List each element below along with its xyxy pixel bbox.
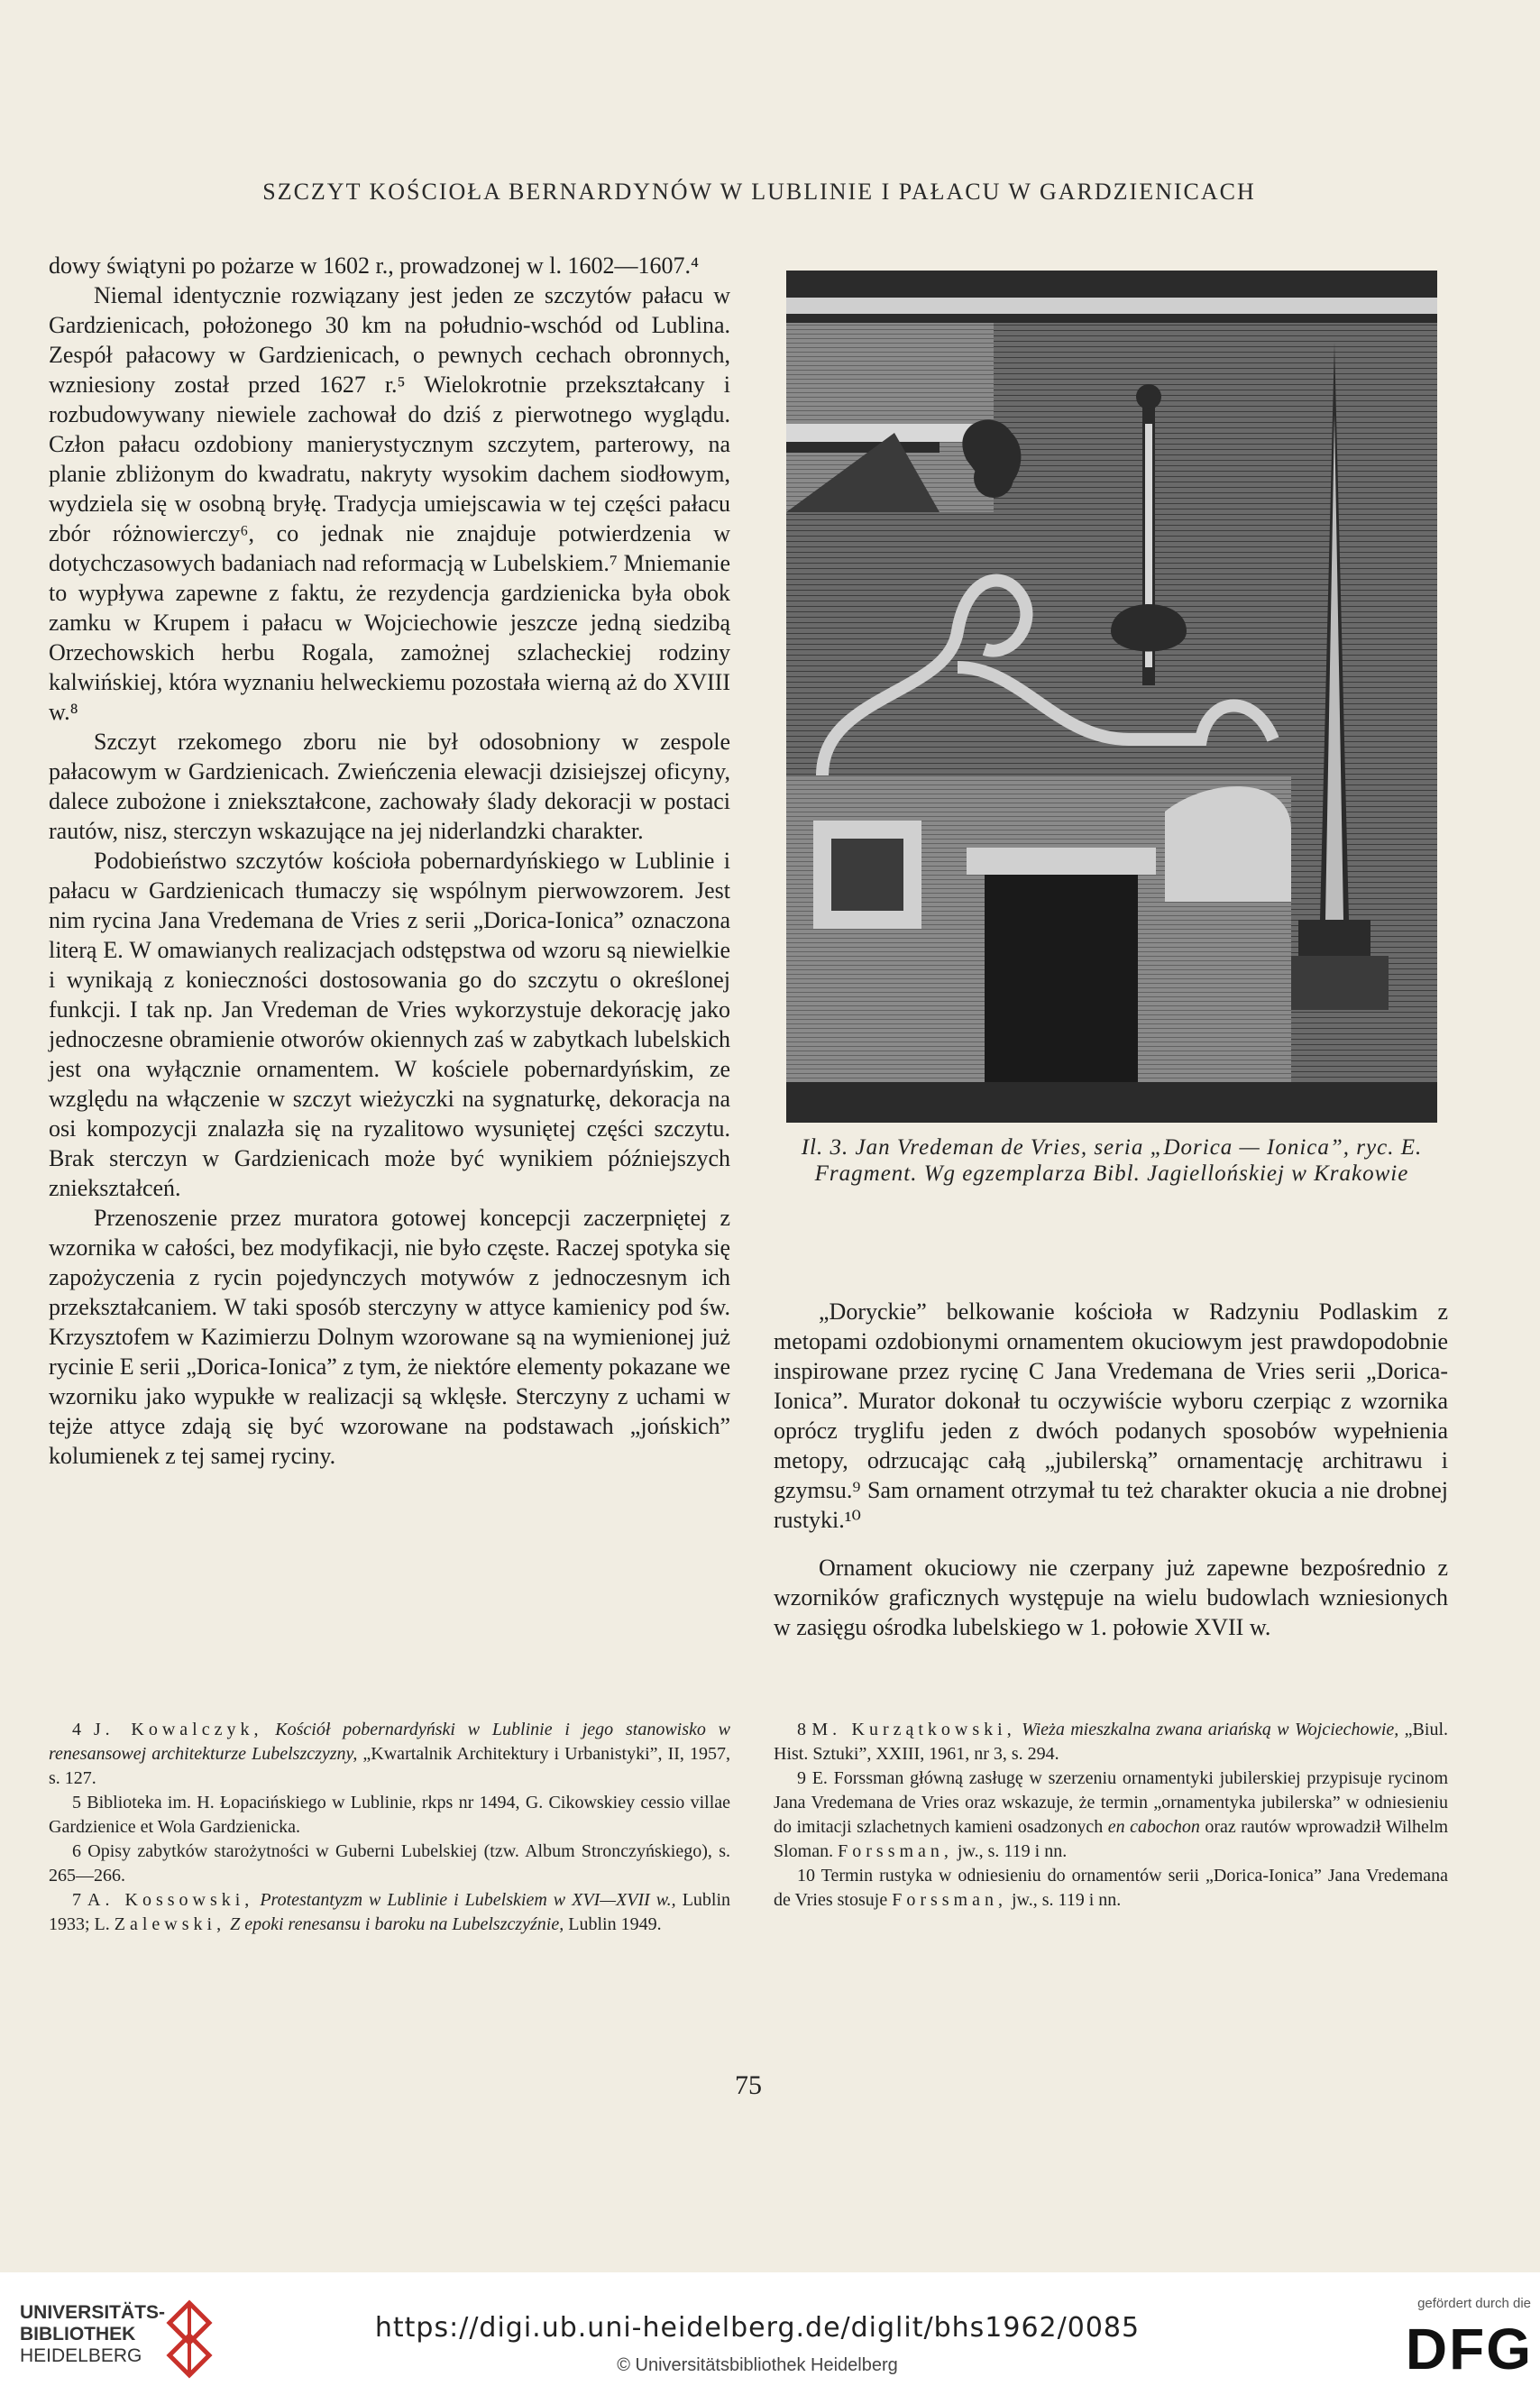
footnote-number: 7 — [72, 1890, 81, 1910]
running-head: SZCZYT KOŚCIOŁA BERNARDYNÓW W LUBLINIE I PAŁACU W GARDZIENICACH — [262, 179, 1256, 205]
left-column — [49, 251, 730, 1471]
footnote-author: Forssman, — [838, 1841, 953, 1861]
footnote-title: Protestantyzm w Lublinie i Lubelskiem w XVI—XVII w., — [260, 1890, 676, 1910]
right-column — [774, 1297, 1448, 1642]
footnote-title: Wieża mieszkalna zwana ariańską w Wojciechowie, — [1022, 1720, 1399, 1739]
footnotes-left — [49, 1718, 730, 1937]
library-name-line: HEIDELBERG — [20, 2345, 142, 2366]
paragraph: Niemal identycznie rozwiązany jest jeden ze szczytów pałacu w Gardzienicach, położonego 30 km na południo-wschód od Lublina. Zespół pałacowy w Gardzienicach, o pewnych cechach obronnych, wzniesiony został przed 1627 r.⁵ Wielokrotnie przekształcany i rozbudowywany niewiele zachował do dziś z pierwotnego wyglądu. Człon pałacu ozdobiony manierystycznym szczytem, parterowy, na planie zbliżonym do kwadratu, nakryty wysokim dachem siodłowym, wydziela się w osobną bryłę. Tradycja umiejscawia w tej części pałacu zbór różnowierczy⁶, co jednak nie znajduje potwierdzenia w dotychczasowych badaniach nad reformacją w Lubelskiem.⁷ Mniemanie to wypływa zapewne z faktu, że rezydencja gardzienicka była obok zamku w Krupem i pałacu w Wojciechowie jeszcze jedną siedzibą Orzechowskich herbu Rogala, zamożnej szlacheckiej rodziny kalwińskiej, która wyznaniu helweckiemu pozostała wierną aż do XVIII w.⁸ — [49, 282, 730, 725]
library-name-line: UNIVERSITÄTS- — [20, 2302, 166, 2323]
footnote-9 — [774, 1766, 1448, 1864]
footnote-6: 6 Opisy zabytków starożytności w Guberni Lubelskiej (tzw. Album Stronczyńskiego), s. 265—266. — [49, 1841, 730, 1886]
footnote-text: oraz rautów wprowadził Wilhelm Sloman. — [774, 1817, 1449, 1861]
footnote-text: „Biul. Hist. Sztuki”, XXIII, 1961, nr 3, s. 294. — [774, 1720, 1449, 1764]
permalink-url[interactable]: https://digi.ub.uni-heidelberg.de/diglit/bhs1962/0085 — [374, 2312, 1141, 2344]
footnote-4 — [49, 1718, 730, 1791]
footnote-text: „Kwartalnik Architektury i Urbanistyki”, II, 1957, s. 127. — [49, 1744, 730, 1788]
footnote-5: 5 Biblioteka im. H. Łopacińskiego w Lublinie, rkps nr 1494, G. Cikowskiey cessio villae Gardzienice et Wola Gardzienicka. — [49, 1793, 730, 1837]
footnote-author: J. Kowalczyk, — [93, 1720, 263, 1739]
footnote-author: Forssman, — [892, 1890, 1007, 1910]
footnote-author: A. Kossowski, — [87, 1890, 254, 1910]
paragraph: Podobieństwo szczytów kościoła pobernardyńskiego w Lublinie i pałacu w Gardzienicach tłumaczy się wspólnym pierwowzorem. Jest nim rycina Jana Vredemana de Vries z serii „Dorica-Ionica” oznaczona literą E. W omawianych realizacjach odstępstwa od wzoru są niewielkie i wynikają z konieczności dostosowania go do szczytu o określonej funkcji. I tak np. Jan Vredeman de Vries wykorzystuje dekorację jako jednoczesne obramienie otworów okiennych zaś w zabytkach lubelskich jest ona wyłącznie ornamentem. W kościele pobernardyńskim, ze względu na włączenie w szczyt wieżyczki na sygnaturkę, dekoracja na osi kompozycji znalazła się na ryzalitowo wysuniętej części szczytu. Brak sterczyn w Gardzienicach może być wynikiem późniejszych zniekształceń. — [49, 848, 730, 1201]
footnote-10 — [774, 1864, 1448, 1913]
footnote-italic: en cabochon — [1107, 1817, 1200, 1837]
footnote-text: Lublin 1933; L. — [49, 1890, 731, 1934]
dfg-logo[interactable]: DFG — [1405, 2317, 1533, 2381]
paragraph: dowy świątyni po pożarze w 1602 r., prowadzonej w l. 1602—1607.⁴ — [49, 252, 700, 279]
footnote-text: jw., s. 119 i nn. — [1012, 1890, 1122, 1910]
footnote-7 — [49, 1888, 730, 1937]
footnote-title: Kościół pobernardyński w Lublinie i jego stanowisko w renesansowej architekturze Lubelszczyzny, — [49, 1720, 731, 1764]
paragraph: Szczyt rzekomego zboru nie był odosobniony w zespole pałacowym w Gardzienicach. Zwieńczenia elewacji dzisiejszej oficyny, dalece zubożone i zniekształcone, zachowały ślady dekoracji w postaci rautów, nisz, sterczyn wskazujące na jej niderlandzki charakter. — [49, 729, 730, 844]
footnote-number: 4 — [72, 1720, 81, 1739]
footnote-title: Z epoki renesansu i baroku na Lubelszczyźnie, — [230, 1914, 564, 1934]
engraving-illustration — [786, 271, 1437, 1123]
footnote-text: jw., s. 119 i nn. — [957, 1841, 1068, 1861]
footnotes-right — [774, 1718, 1448, 1913]
engraving-image — [786, 271, 1437, 1123]
page-number: 75 — [735, 2070, 762, 2100]
footnote-number: 8 — [797, 1720, 806, 1739]
footnote-text: 9 E. Forssman główną zasługę w szerzeniu ornamentyki jubilerskiej przypisuje rycinom Jana Vredemana de Vries oraz wskazuje, że termin „ornamentyka jubilerska” w odniesieniu do imitacji szlachetnych kamieni osadzonych — [774, 1768, 1448, 1837]
funder-note: gefördert durch die — [1417, 2296, 1531, 2311]
footnote-8 — [774, 1718, 1448, 1766]
paragraph: „Doryckie” belkowanie kościoła w Radzyniu Podlaskim z metopami ozdobionymi ornamentem okuciowym jest prawdopodobnie inspirowane przez rycinę C Jana Vredemana de Vries serii „Dorica-Ionica”. Murator dokonał tu oczywiście wyboru czerpiąc z wzornika oprócz tryglifu jeden z dwóch podanych sposobów wypełnienia metopy, odrzucając całą „jubilerską” ornamentację architrawu i gzymsu.⁹ Sam ornament otrzymał tu też charakter okucia a nie drobnej rustyki.¹⁰ — [774, 1298, 1448, 1533]
copyright-notice: © Universitätsbibliothek Heidelberg — [617, 2355, 898, 2375]
footnote-text: Lublin 1949. — [568, 1914, 662, 1934]
library-logo-mark-icon — [162, 2299, 216, 2381]
paragraph: Przenoszenie przez muratora gotowej koncepcji zaczerpniętej z wzornika w całości, bez modyfikacji, nie było częste. Raczej spotyka się zapożyczenia z rycin pojedynczych motywów z jednoczesnym ich przekształcaniem. W taki sposób sterczyny w attyce kamienicy pod św. Krzysztofem w Kazimierzu Dolnym wzorowane są na wymienionej już rycinie E serii „Dorica-Ionica” z tym, że niektóre elementy pokazane we wzorniku jako wypukłe w realizacji są wklęsłe. Sterczyny z uchami w tejże attyce zdają się być wzorowane na podstawach „jońskich” kolumienek z tej samej ryciny. — [49, 1205, 730, 1469]
footnote-author: Zalewski, — [114, 1914, 226, 1934]
paragraph: Ornament okuciowy nie czerpany już zapewne bezpośrednio z wzorników graficznych występuje na wielu budowlach wzniesionych w zasięgu ośrodka lubelskiego w 1. połowie XVII w. — [774, 1555, 1448, 1640]
footnote-author: M. Kurzątkowski, — [811, 1720, 1016, 1739]
figure-caption: Il. 3. Jan Vredeman de Vries, seria „Dorica — Ionica”, ryc. E. Fragment. Wg egzemplarza Bibl. Jagiellońskiej w Krakowie — [801, 1135, 1423, 1186]
footnote-text: 10 Termin rustyka w odniesieniu do ornamentów serii „Dorica-Ionica” Jana Vredemana de Vries stosuje — [774, 1866, 1448, 1910]
library-name-line: BIBLIOTHEK — [20, 2324, 136, 2345]
